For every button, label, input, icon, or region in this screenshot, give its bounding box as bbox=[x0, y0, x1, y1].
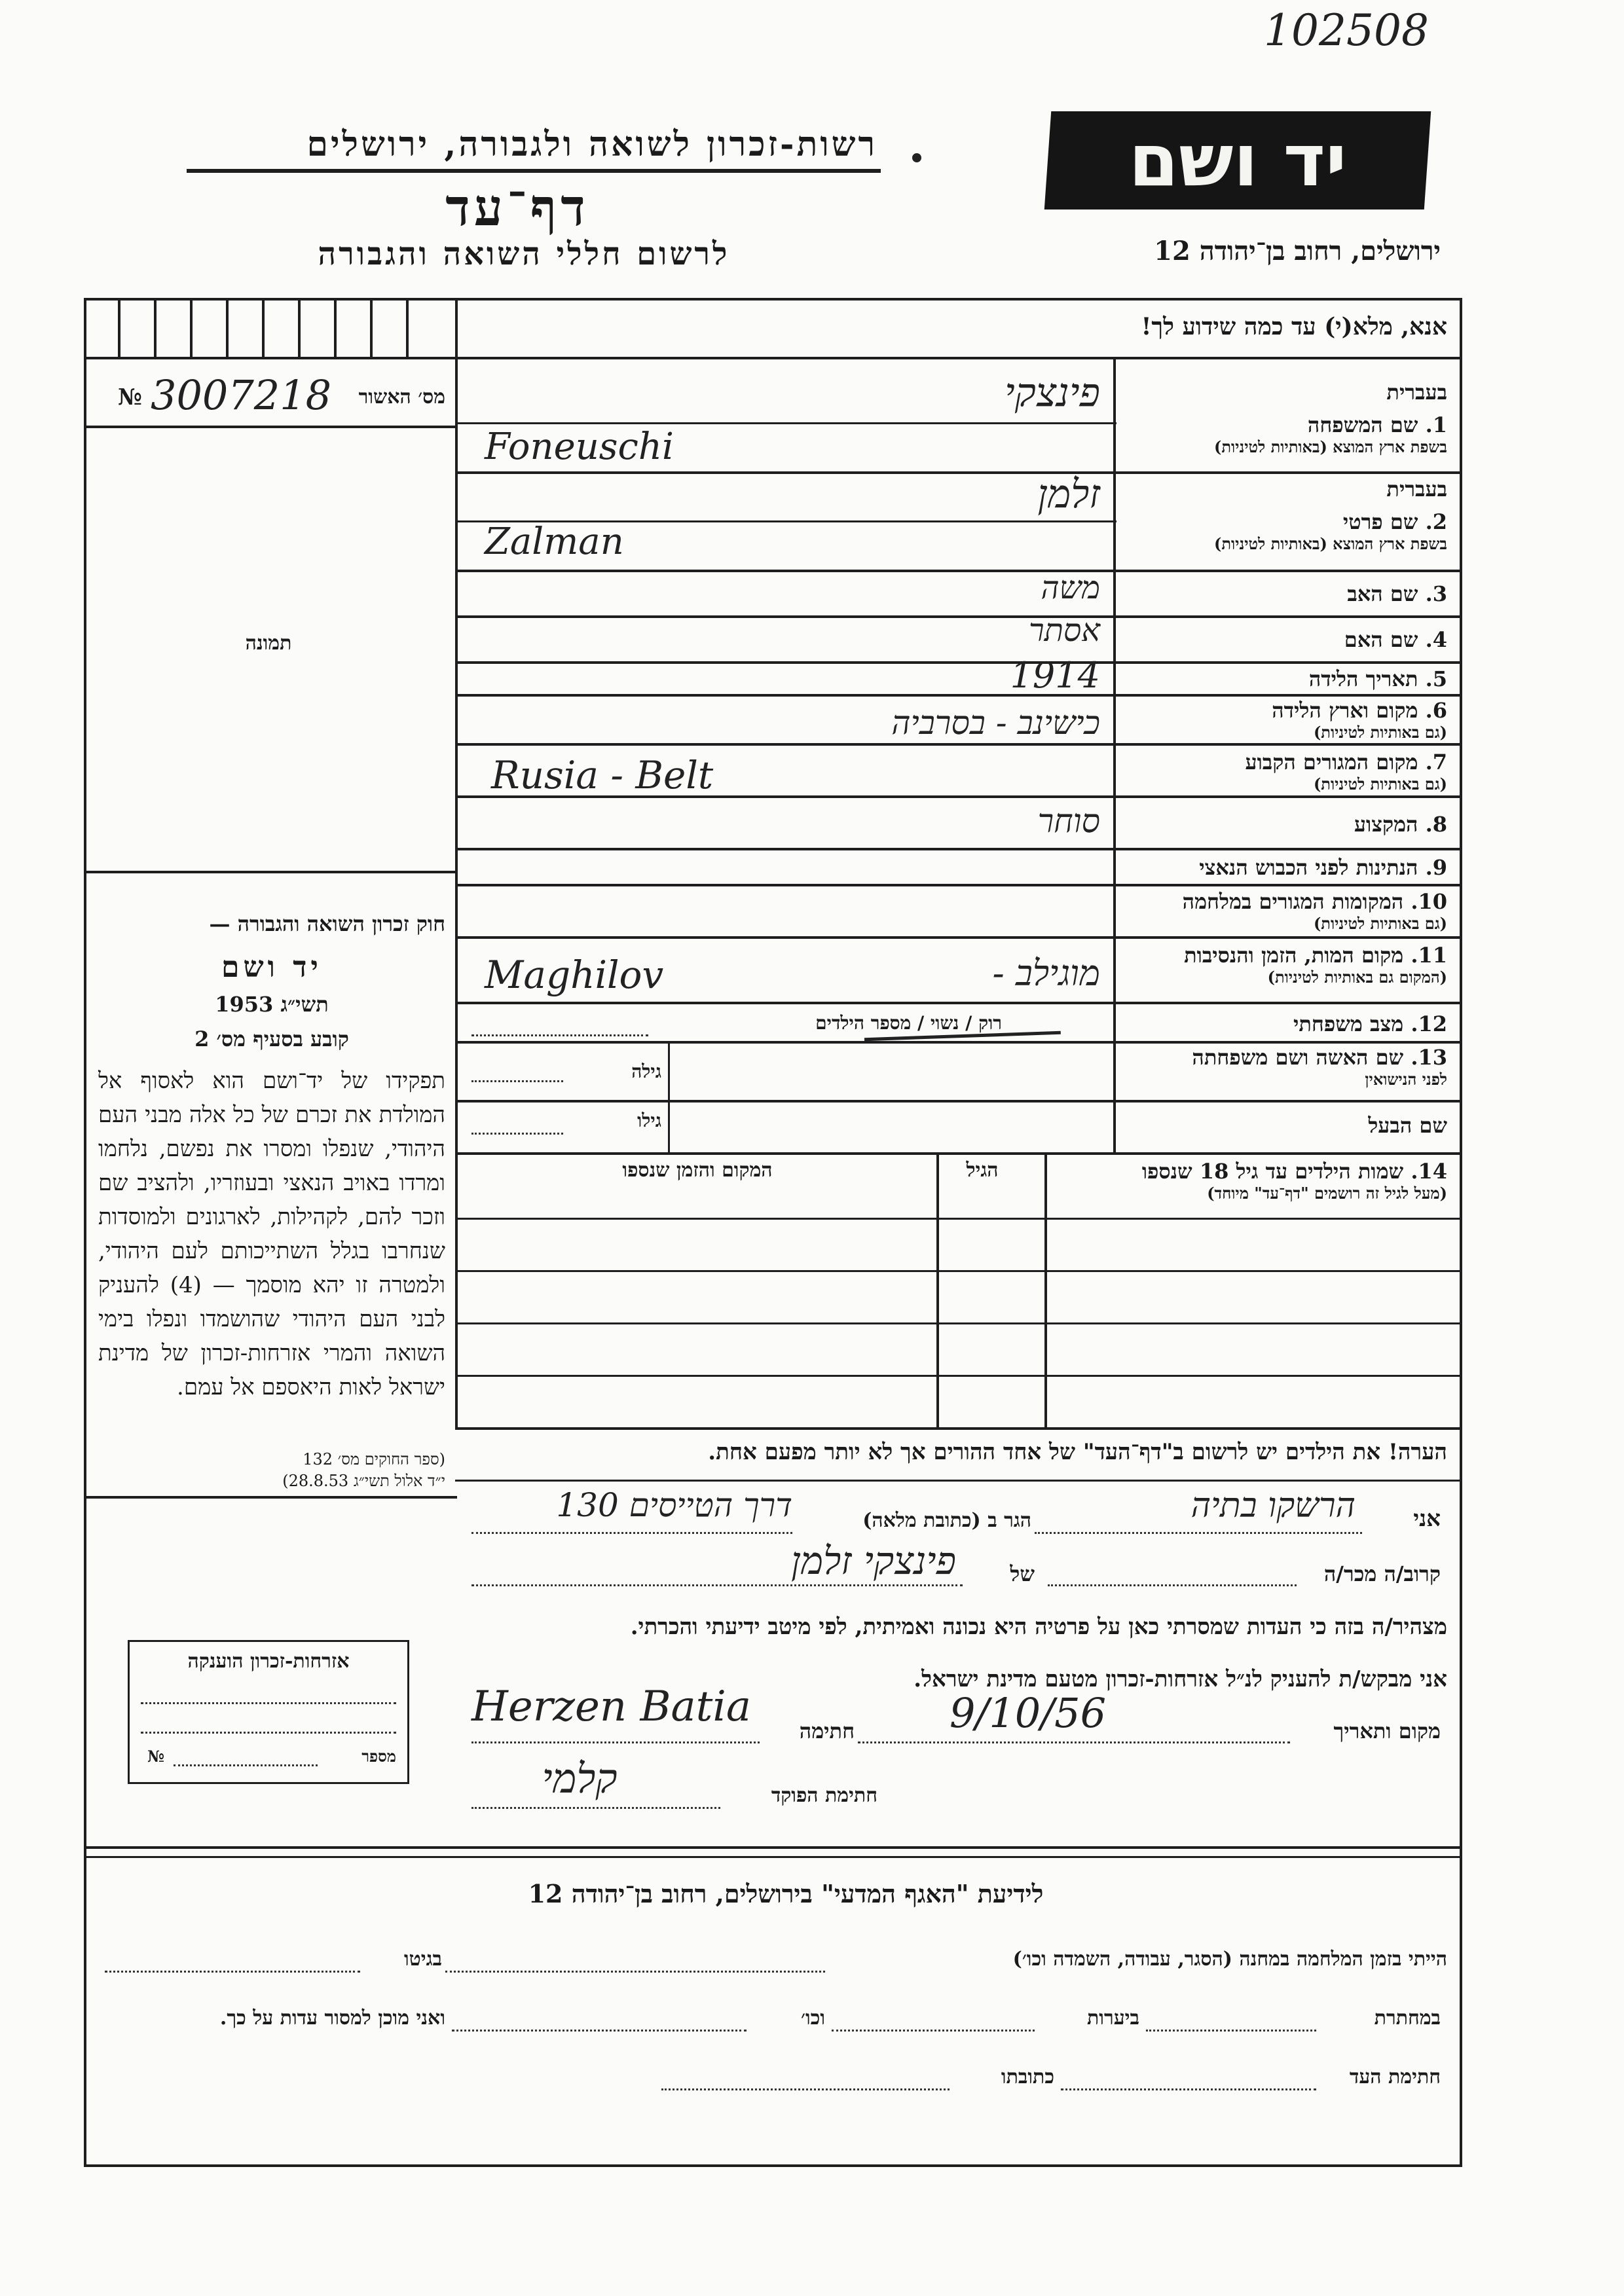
field-6-label-group: 6. מקום וארץ הלידה (גם באותיות לטיניות) bbox=[1272, 698, 1447, 742]
field-label-family-name: שם המשפחה bbox=[1307, 412, 1418, 437]
field-7-label-group: 7. מקום המגורים הקבוע (גם באותיות לטיניות) bbox=[1245, 750, 1447, 793]
children-label: שמות הילדים עד גיל 18 שנספו bbox=[1141, 1159, 1404, 1184]
family-name-hebrew: פינצקי bbox=[1005, 370, 1100, 416]
death-place-latin: Maghilov bbox=[485, 953, 664, 997]
decl-i-label: אני bbox=[1413, 1506, 1441, 1532]
birth-place-value: כישינב - בסרביה bbox=[891, 704, 1100, 742]
address: ירושלים, רחוב בן־יהודה 12 bbox=[1154, 236, 1441, 266]
field-label-profession: 8. המקצוע bbox=[1354, 812, 1447, 837]
field-1-label-group: בעברית 1. שם המשפחה בשפת ארץ המוצא (באותיות לטיניות) bbox=[1214, 380, 1447, 456]
footer-line1-ghetto: בגיטו bbox=[403, 1948, 442, 1971]
decl-signature-label: חתימה bbox=[799, 1719, 855, 1743]
archive-number: 102508 bbox=[1264, 5, 1429, 56]
field-label-father-name: 3. שם האב bbox=[1347, 581, 1447, 606]
father-name-value: משה bbox=[1041, 570, 1100, 606]
form-subtitle: לרשום חללי השואה והגבורה bbox=[318, 236, 730, 272]
decl-address-value: דרך הטייסים 130 bbox=[556, 1486, 792, 1524]
field-label-birth-place: מקום וארץ הלידה bbox=[1272, 698, 1418, 723]
footer-line2-forests: ביערות bbox=[1086, 2007, 1139, 2030]
field-label-marital-status: 12. מצב משפחתי bbox=[1293, 1011, 1447, 1036]
family-name-latin: Foneuschi bbox=[485, 426, 674, 468]
footer-line1-camp: הייתי בזמן המלחמה במחנה (הסגר, עבודה, השמדה וכו׳) bbox=[1012, 1948, 1447, 1971]
birth-date-value: 1914 bbox=[1010, 655, 1100, 696]
husband-age-label: גילו bbox=[637, 1110, 661, 1131]
field-label-wartime-residence: המקומות המגורים במלחמה bbox=[1182, 889, 1404, 914]
decl-name-value: הרשקו בתיה bbox=[1190, 1486, 1356, 1525]
decl-official-label: חתימת הפוקד bbox=[771, 1784, 877, 1807]
org-line: רשות-זכרון לשואה ולגבורה, ירושלים bbox=[306, 124, 877, 164]
field-13-label-group: 13. שם האשה ושם משפחתה לפני הנישואין bbox=[1192, 1045, 1447, 1089]
decl-request: אני מבקש/ת להעניק לנ״ל אזרחות-זכרון מטעם מדינת ישראל. bbox=[913, 1666, 1447, 1692]
law-source-2: י״ד אלול תשי״ג 28.8.53) bbox=[282, 1472, 445, 1490]
decl-relative-label: קרוב/ה מכר/ה bbox=[1323, 1561, 1441, 1586]
form-title: דף־עד bbox=[445, 178, 589, 238]
decl-statement: מצהיר/ה בזה כי העדות שמסרתי כאן על פרטיה היא נכונה ואמיתית, לפי מיטב ידיעתי והכרתי. bbox=[630, 1614, 1447, 1640]
registration-number: № 3007218 מס׳ האשור bbox=[118, 371, 445, 419]
permanent-residence-value: Rusia - Belt bbox=[491, 753, 714, 797]
field-2-label-group: בעברית 2. שם פרטי בשפת ארץ המוצא (באותיות לטיניות) bbox=[1214, 477, 1447, 553]
footer-line2-testimony: ואני מוכן למסור עדות על כך. bbox=[219, 2007, 445, 2030]
decl-of-label: של bbox=[1010, 1561, 1035, 1586]
death-place-hebrew: מוגילב - bbox=[992, 953, 1100, 994]
field-11-label-group: 11. מקום המות, הזמן והנסיבות (המקום גם באותיות לטיניות) bbox=[1184, 943, 1447, 987]
field-label-death-place: מקום המות, הזמן והנסיבות bbox=[1184, 943, 1404, 968]
first-name-hebrew: זלמן bbox=[1037, 471, 1100, 517]
field-label-permanent-residence: מקום המגורים הקבוע bbox=[1245, 750, 1418, 774]
law-source-1: (ספר החוקים מס׳ 132 bbox=[303, 1450, 445, 1468]
children-col-age: הגיל bbox=[966, 1159, 999, 1182]
decl-date-value: 9/10/56 bbox=[950, 1689, 1107, 1737]
field-label-first-name: שם פרטי bbox=[1342, 509, 1418, 534]
law-year: תשי״ג 1953 bbox=[215, 992, 329, 1017]
citizenship-title: אזרחות-זכרון הוענקה bbox=[187, 1650, 350, 1673]
field-label-husband-name: שם הבעל bbox=[1368, 1113, 1447, 1138]
first-name-latin: Zalman bbox=[485, 520, 624, 563]
wife-age-label: גילה bbox=[631, 1061, 661, 1082]
citizenship-number-label: מספר bbox=[361, 1747, 396, 1766]
logo-text: יד ושם bbox=[1128, 118, 1347, 202]
decl-relative-value: פינצקי זלמן bbox=[791, 1539, 956, 1583]
decl-signature-value: Herzen Batia bbox=[471, 1683, 751, 1731]
registration-value: 3007218 bbox=[151, 371, 332, 419]
photo-label: תמונה bbox=[245, 632, 292, 655]
field-label-wife-name: שם האשה ושם משפחתה bbox=[1192, 1045, 1404, 1070]
law-text: תפקידו של יד־ושם הוא לאסוף אל המולדת את זכרם של כל אלה מבני העם היהודי, שנפלו ומסרו את נפשם, נלחמו ומרדו באויב הנאצי ובעוזריו, ולהציב שם וזכר להם, לקהילות, לארגונים ולמוסדות שנחרבו בגלל השתייכותם לעם היהודי, ולמטרה זו יהא מוסמך — (4) להעניק לבני העם היהודי שהושמדו ונפלו בימי השואה והמרי אזרחות-זכרון של מדינת ישראל לאות היאספם אל עמם. bbox=[98, 1068, 445, 1400]
decl-official-signature: קלמי bbox=[542, 1755, 618, 1802]
field-10-label-group: 10. המקומות המגורים במלחמה (גם באותיות לטיניות) bbox=[1182, 889, 1447, 933]
children-label-group: 14. שמות הילדים עד גיל 18 שנספו (מעל לגיל זה רושמים "דף־עד" מיוחד) bbox=[1141, 1159, 1447, 1203]
profession-value: סוחר bbox=[1037, 802, 1100, 840]
footer-title: לידיעת "האגף המדעי" בירושלים, רחוב בן־יהודה 12 bbox=[528, 1879, 1044, 1908]
bullet-dot bbox=[912, 153, 921, 162]
intro-text: אנא, מלא(י) עד כמה שידוע לך! bbox=[1141, 313, 1447, 340]
children-col-place: המקום והזמן שנספו bbox=[622, 1159, 773, 1182]
decl-place-date-label: מקום ותאריך bbox=[1333, 1719, 1441, 1743]
page: 102508 רשות-זכרון לשואה ולגבורה, ירושלים יד ושם דף־עד לרשום חללי השואה והגבורה ירושלים, רחוב בן־יהודה 12 אנא, מלא(י) עד כמה שידוע לך! № 3007218 מס׳ האשור תמונה בעברית 1. שם המשפחה בשפת ארץ המוצא (באותיות לטיניות) פינצקי Foneuschi בעברית 2. שם פרטי בשפת ארץ המוצא (באותיות לטיניות) זלמן Zalman 3. שם האב משה 4. שם האם אסתר 5. תאריך הלידה 1914 6. מקום וארץ הלידה (גם באותיות לטיניות) כישינב - בסרביה 7. מקום המגורים הקבוע (גם באותיות לטיניות) Rusia - Belt 8. המקצוע סוחר 9. הנתינות לפני הכבוש הנאצי 10. המקומות המגורים במלחמה (גם באותיות לטיניות) 11. מקום המות, הזמן והנסיבות (המקום גם באותיות לטיניות) מוגילב - Maghilov 12. מצב משפחתי רוק / נשוי / מספר הילדים 13. שם האשה ושם משפחתה לפני הנישואין גילה שם הבעל גילו 14. שמות הילדים עד גיל 18 שנספו (מעל לגיל זה רושמים "דף־עד" מיוחד) הגיל המקום והזמן שנספו חוק זכרון השואה והגבורה — יד ושם תשי״ג 1953 קובע בסעיף מס׳ 2 תפקידו של יד־ושם הוא לאסוף אל המולדת את זכרם של כל אלה מבני העם היהודי, שנפלו ומסרו את נפשם, נלחמו ומרדו באויב הנאצי ובעוזריו, ולהציב שם וזכר להם, לקהילות, לארגונים ולמוסדות שנחרבו בגלל השתייכותם לעם היהודי, ולמטרה זו יהא מוסמך — (4) להעניק לבני העם היהודי שהושמדו ונפלו בימי השואה והמרי אזרחות-זכרון של מדינת ישראל לאות היאספם אל עמם. (ספר החוקים מס׳ 132 י״ד אלול תשי״ג 28.8.53) הערה! את הילדים יש לרשום ב"דף־העד" של אחד ההורים אך לא יותר מפעם אחת. אני הרשקו בתיה הגר ב (כתובת מלאה) דרך הטייסים 130 קרוב/ה מכר/ה של פינצקי זלמן מצהיר/ה בזה כי העדות שמסרתי כאן על פרטיה היא נכונה ואמיתית, לפי מיטב ידיעתי והכרתי. אני מבקש/ת להעניק לנ״ל אזרחות-זכרון מטעם מדינת ישראל. מקום ותאריך 9/10/56 חתימה Herzen Batia חתימת הפוקד קלמי אזרחות-זכרון הוענקה № מספר לידיעת "האגף המדעי" בירושלים, רחוב בן־יהודה 12 הייתי בזמן המלחמה במחנה (הסגר, עבודה, השמדה וכו׳) בגיטו במחתרת ביערות וכו׳ ואני מוכן למסור עדות על כך. חתימת העד כתובתו bbox=[0, 0, 1624, 2296]
footer-line3-address: כתובתו bbox=[1001, 2066, 1054, 2088]
footer-line2-underground: במחתרת bbox=[1374, 2007, 1441, 2030]
footer-line2-etc: וכו׳ bbox=[801, 2007, 825, 2030]
field-label-mother-name: 4. שם האם bbox=[1344, 627, 1447, 652]
field-label-nationality: 9. הנתינות לפני הכבוש הנאצי bbox=[1199, 855, 1447, 880]
law-name: יד ושם bbox=[221, 951, 322, 984]
law-title: חוק זכרון השואה והגבורה — bbox=[209, 911, 445, 936]
decl-address-label: הגר ב (כתובת מלאה) bbox=[862, 1509, 1031, 1532]
law-clause: קובע בסעיף מס׳ 2 bbox=[194, 1027, 349, 1051]
footer-line3-witness: חתימת העד bbox=[1349, 2066, 1441, 2088]
registration-label: מס׳ האשור bbox=[358, 386, 445, 409]
marital-status-options: רוק / נשוי / מספר הילדים bbox=[815, 1012, 1002, 1034]
mother-name-value: אסתר bbox=[1029, 612, 1100, 649]
field-label-birth-date: 5. תאריך הלידה bbox=[1308, 666, 1447, 691]
note-text: הערה! את הילדים יש לרשום ב"דף־העד" של אחד ההורים אך לא יותר מפעם אחת. bbox=[708, 1439, 1447, 1465]
